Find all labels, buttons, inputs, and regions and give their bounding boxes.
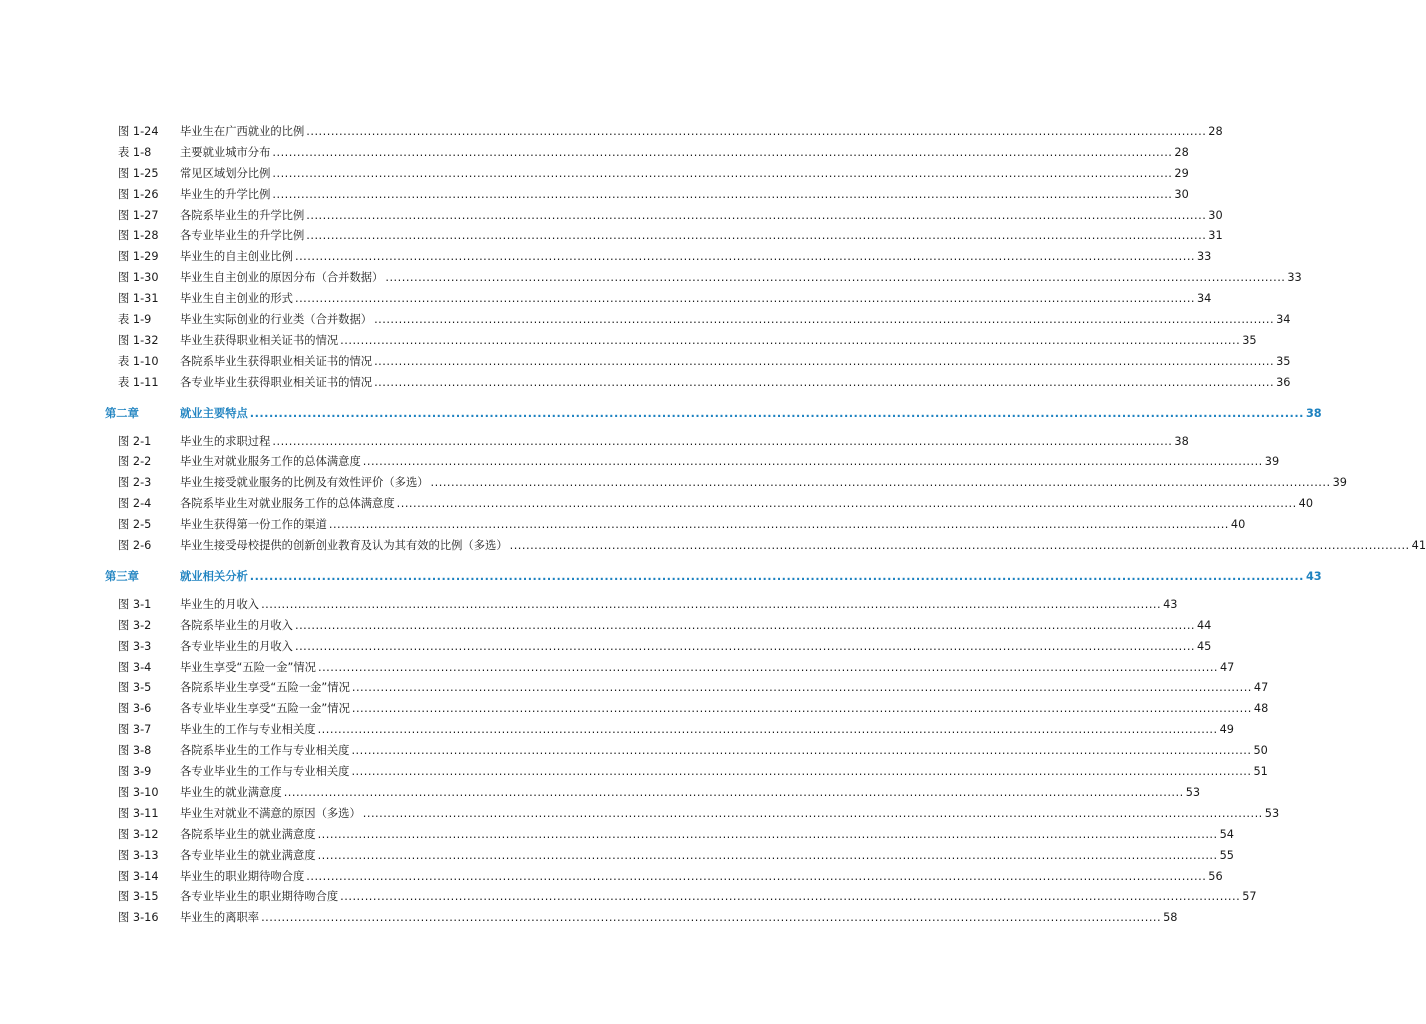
toc-entry-line	[180, 331, 1257, 352]
toc-entry-line	[180, 825, 1234, 846]
toc-entry-title: 毕业生自主创业的形式	[180, 292, 293, 306]
toc-entry-label: 图 3-4	[118, 660, 152, 674]
toc-leader-dots: ............................................................................................................................................................................................................................	[374, 313, 1275, 327]
toc-leader-dots: ............................................................................................................................................................................................................................	[294, 639, 1195, 653]
toc-entry-line	[180, 515, 1246, 536]
toc-entry-title: 毕业生的求职过程	[180, 434, 271, 448]
toc-entry-label: 图 3-6	[118, 702, 152, 716]
toc-page-number: 43	[1163, 597, 1178, 611]
toc-leader-dots: ............................................................................................................................................................................................................................	[351, 765, 1252, 779]
toc-page-number: 40	[1230, 518, 1246, 532]
toc-entry-line	[180, 720, 1234, 741]
toc-leader-dots: ............................................................................................................................................................................................................................	[306, 125, 1207, 138]
toc-entry-label: 图 3-10	[118, 785, 159, 799]
toc-entry-title: 主要就业城市分布	[180, 145, 271, 159]
toc-chapter-heading[interactable]	[0, 565, 1322, 589]
toc-entry[interactable]	[0, 699, 1269, 720]
toc-entry-label: 图 3-1	[118, 597, 152, 611]
toc-entry-line	[180, 268, 1302, 289]
toc-leader-dots: ............................................................................................................................................................................................................................	[306, 208, 1207, 222]
toc-entry-label: 图 2-2	[118, 455, 152, 469]
toc-entry-line	[180, 494, 1314, 515]
toc-entry[interactable]	[0, 867, 1223, 888]
toc-leader-dots: ............................................................................................................................................................................................................................	[374, 354, 1275, 368]
toc-entry-label: 图 2-4	[118, 497, 152, 511]
toc-page-number: 35	[1242, 333, 1257, 347]
toc-entry[interactable]	[0, 206, 1223, 227]
toc-entry-title: 毕业生获得第一份工作的渠道	[180, 518, 327, 532]
toc-entry-title: 各院系毕业生的月收入	[180, 618, 293, 632]
toc-entry-label: 图 3-5	[118, 681, 152, 695]
toc-leader-dots: ............................................................................................................................................................................................................................	[306, 229, 1207, 243]
toc-entry-line	[180, 536, 1426, 557]
toc-entry-title: 就业相关分析	[180, 569, 248, 583]
toc-page-number: 55	[1219, 848, 1234, 862]
toc-entry-label: 图 1-26	[118, 187, 159, 201]
toc-entry-line	[180, 741, 1268, 762]
toc-page-number: 44	[1197, 618, 1212, 632]
toc-entry-line	[180, 143, 1189, 164]
toc-entry[interactable]	[0, 185, 1189, 206]
toc-page-number: 36	[1276, 375, 1291, 389]
toc-leader-dots: ............................................................................................................................................................................................................................	[351, 744, 1252, 758]
toc-entry-line	[180, 432, 1189, 453]
toc-page-number: 30	[1208, 208, 1223, 222]
toc-entry-line	[180, 846, 1234, 867]
toc-entry[interactable]	[0, 825, 1234, 846]
toc-entry-line	[180, 616, 1212, 637]
toc-page-number: 45	[1197, 639, 1212, 653]
toc-entry[interactable]	[0, 536, 1426, 557]
toc-entry[interactable]	[0, 452, 1280, 473]
toc-entry-line	[180, 247, 1212, 268]
toc-entry-label: 图 3-16	[118, 911, 159, 925]
toc-page-number: 39	[1264, 455, 1280, 469]
toc-entry-line	[180, 804, 1280, 825]
toc-page-number: 35	[1276, 354, 1291, 368]
toc-page-number: 58	[1163, 911, 1178, 925]
toc-leader-dots: ............................................................................................................................................................................................................................	[317, 827, 1218, 841]
toc-entry-title: 各专业毕业生的升学比例	[180, 229, 305, 243]
toc-entry-label: 图 3-15	[118, 890, 159, 904]
toc-leader-dots: ............................................................................................................................................................................................................................	[249, 569, 1304, 583]
toc-entry-label: 图 3-2	[118, 618, 152, 632]
toc-entry-title: 各院系毕业生享受“五险一金”情况	[180, 681, 350, 695]
toc-entry-line	[180, 867, 1223, 888]
toc-entry-line	[180, 699, 1269, 720]
toc-entry[interactable]	[0, 887, 1257, 908]
toc-page-number: 54	[1219, 827, 1234, 841]
toc-entry[interactable]	[0, 658, 1235, 679]
toc-entry-label: 图 1-24	[118, 125, 159, 138]
toc-leader-dots: ............................................................................................................................................................................................................................	[430, 476, 1331, 490]
toc-entry-line	[180, 122, 1223, 143]
toc-entry[interactable]	[0, 678, 1269, 699]
toc-entry-line	[180, 762, 1268, 783]
toc-entry-title: 毕业生在广西就业的比例	[180, 125, 305, 138]
toc-page-number: 31	[1208, 229, 1223, 243]
toc-entry-label: 图 2-1	[118, 434, 152, 448]
toc-page-number: 38	[1305, 406, 1322, 420]
toc-entry-title: 各专业毕业生的月收入	[180, 639, 293, 653]
toc-page-number: 28	[1174, 145, 1189, 159]
toc-entry-line	[180, 310, 1291, 331]
toc-page-number: 34	[1197, 292, 1212, 306]
toc-entry-line	[180, 595, 1178, 616]
toc-leader-dots: ............................................................................................................................................................................................................................	[261, 597, 1162, 611]
toc-entry-title: 毕业生的自主创业比例	[180, 250, 293, 264]
toc-entry-title: 各院系毕业生的工作与专业相关度	[180, 744, 350, 758]
toc-leader-dots: ............................................................................................................................................................................................................................	[351, 681, 1252, 695]
toc-page-number: 28	[1208, 125, 1223, 138]
toc-entry-label: 图 2-5	[118, 518, 152, 532]
toc-leader-dots: ............................................................................................................................................................................................................................	[396, 497, 1297, 511]
toc-entry-line	[180, 678, 1269, 699]
toc-entry-label: 图 2-3	[118, 476, 152, 490]
toc-entry-label: 表 1-9	[118, 313, 152, 327]
toc-entry[interactable]	[0, 616, 1212, 637]
toc-leader-dots: ............................................................................................................................................................................................................................	[294, 250, 1195, 264]
toc-entry-label: 表 1-10	[118, 354, 159, 368]
toc-leader-dots: ............................................................................................................................................................................................................................	[509, 539, 1410, 553]
toc-entry-label: 图 3-14	[118, 869, 159, 883]
toc-entry-title: 各院系毕业生的升学比例	[180, 208, 305, 222]
toc-entry[interactable]	[0, 762, 1268, 783]
toc-page-number: 38	[1174, 434, 1189, 448]
toc-entry-label: 图 3-12	[118, 827, 159, 841]
toc-entry-title: 各专业毕业生的就业满意度	[180, 848, 316, 862]
toc-entry-label: 图 3-9	[118, 765, 152, 779]
toc-chapter-heading[interactable]	[0, 402, 1322, 426]
toc-entry[interactable]	[0, 804, 1280, 825]
toc-leader-dots: ............................................................................................................................................................................................................................	[328, 518, 1229, 532]
toc-entry[interactable]	[0, 247, 1212, 268]
toc-leader-dots: ............................................................................................................................................................................................................................	[340, 333, 1241, 347]
toc-entry-title: 各专业毕业生获得职业相关证书的情况	[180, 375, 373, 389]
toc-page-number: 47	[1220, 660, 1235, 674]
toc-entry-title: 就业主要特点	[180, 406, 248, 420]
toc-page-number: 34	[1276, 313, 1291, 327]
toc-entry-title: 毕业生获得职业相关证书的情况	[180, 333, 339, 347]
toc-leader-dots: ............................................................................................................................................................................................................................	[340, 890, 1241, 904]
toc-entry[interactable]	[0, 289, 1212, 310]
toc-entry[interactable]	[0, 143, 1189, 164]
toc-page-number: 50	[1253, 744, 1268, 758]
toc-entry-line	[180, 164, 1189, 185]
toc-entry[interactable]	[0, 473, 1347, 494]
toc-entry-label: 图 3-8	[118, 744, 152, 758]
toc-entry[interactable]	[0, 331, 1257, 352]
toc-page-number: 53	[1185, 785, 1201, 799]
toc-entry[interactable]	[0, 720, 1234, 741]
toc-entry[interactable]	[0, 515, 1246, 536]
toc-entry[interactable]	[0, 908, 1178, 929]
toc-entry[interactable]	[0, 846, 1234, 867]
toc-leader-dots: ............................................................................................................................................................................................................................	[294, 618, 1195, 632]
toc-entry[interactable]	[0, 432, 1189, 453]
toc-entry-line	[180, 887, 1257, 908]
toc-entry-label: 图 1-29	[118, 250, 159, 264]
toc-entry-line	[180, 473, 1347, 494]
toc-entry-title: 毕业生的职业期待吻合度	[180, 869, 305, 883]
toc-entry[interactable]	[0, 494, 1314, 515]
toc-leader-dots: ............................................................................................................................................................................................................................	[272, 166, 1173, 180]
toc-entry[interactable]	[0, 268, 1302, 289]
toc-entry[interactable]	[0, 637, 1212, 658]
toc-entry-title: 毕业生的升学比例	[180, 187, 271, 201]
toc-entry-label: 图 1-32	[118, 333, 159, 347]
toc-entry[interactable]	[0, 226, 1223, 247]
toc-entry-title: 毕业生接受母校提供的创新创业教育及认为其有效的比例（多选）	[180, 539, 508, 553]
toc-page-number: 41	[1411, 539, 1426, 553]
toc-entry[interactable]	[0, 741, 1268, 762]
toc-entry-title: 各院系毕业生获得职业相关证书的情况	[180, 354, 373, 368]
toc-page-number: 56	[1208, 869, 1223, 883]
toc-entry[interactable]	[0, 310, 1291, 331]
toc-entry-title: 毕业生享受“五险一金”情况	[180, 660, 316, 674]
toc-entry-line	[180, 352, 1291, 373]
toc-page-number: 43	[1305, 569, 1322, 583]
toc-entry-label: 图 1-31	[118, 292, 159, 306]
toc-entry-label: 第二章	[105, 406, 139, 420]
toc-entry-line	[180, 206, 1223, 227]
toc-entry-title: 毕业生对就业服务工作的总体满意度	[180, 455, 361, 469]
toc-leader-dots: ............................................................................................................................................................................................................................	[272, 434, 1173, 448]
toc-entry-title: 毕业生的就业满意度	[180, 785, 282, 799]
toc-entry-title: 各院系毕业生对就业服务工作的总体满意度	[180, 497, 395, 511]
toc-page-number: 47	[1253, 681, 1269, 695]
toc-page-number: 29	[1174, 166, 1189, 180]
toc-leader-dots: ............................................................................................................................................................................................................................	[317, 723, 1218, 737]
toc-entry-title: 各专业毕业生的工作与专业相关度	[180, 765, 350, 779]
toc-entry-label: 图 1-28	[118, 229, 159, 243]
toc-entry-line	[180, 908, 1178, 929]
toc-entry[interactable]	[0, 352, 1291, 373]
toc-entry-line	[180, 373, 1291, 394]
toc-entry-label: 表 1-11	[118, 375, 159, 389]
toc-entry-label: 表 1-8	[118, 145, 152, 159]
toc-entry-title: 各专业毕业生享受“五险一金”情况	[180, 702, 350, 716]
toc-leader-dots: ............................................................................................................................................................................................................................	[317, 660, 1218, 674]
toc-page-number: 53	[1264, 806, 1280, 820]
toc-entry-line	[180, 226, 1223, 247]
toc-entry-label: 图 3-11	[118, 806, 159, 820]
toc-entry[interactable]	[0, 122, 1223, 143]
toc-entry-label: 图 1-25	[118, 166, 159, 180]
toc-entry-line	[180, 452, 1280, 473]
toc-page-number: 39	[1332, 476, 1347, 490]
toc-leader-dots: ............................................................................................................................................................................................................................	[249, 406, 1304, 420]
toc-entry-title: 各专业毕业生的职业期待吻合度	[180, 890, 339, 904]
toc-entry-title: 毕业生的月收入	[180, 597, 260, 611]
toc-page-number: 33	[1197, 250, 1212, 264]
toc-entry-label: 图 2-6	[118, 539, 152, 553]
toc-page-number: 51	[1253, 765, 1268, 779]
toc-entry-line	[180, 565, 1322, 589]
toc-leader-dots: ............................................................................................................................................................................................................................	[306, 869, 1207, 883]
toc-entry[interactable]	[0, 595, 1178, 616]
toc-page-number: 57	[1242, 890, 1257, 904]
toc-entry-title: 毕业生自主创业的原因分布（合并数据）	[180, 271, 384, 285]
toc-leader-dots: ............................................................................................................................................................................................................................	[283, 785, 1184, 799]
toc-leader-dots: ............................................................................................................................................................................................................................	[261, 911, 1162, 925]
toc-entry-label: 第三章	[105, 569, 139, 583]
toc-leader-dots: ............................................................................................................................................................................................................................	[351, 702, 1252, 716]
toc-page-number: 33	[1287, 271, 1302, 285]
toc-entry-title: 毕业生对就业不满意的原因（多选）	[180, 806, 361, 820]
toc-leader-dots: ............................................................................................................................................................................................................................	[317, 848, 1218, 862]
table-of-contents	[0, 122, 1426, 929]
toc-leader-dots: ............................................................................................................................................................................................................................	[385, 271, 1286, 285]
toc-leader-dots: ............................................................................................................................................................................................................................	[294, 292, 1195, 306]
toc-entry-title: 毕业生实际创业的行业类（合并数据）	[180, 313, 373, 327]
toc-entry-label: 图 3-13	[118, 848, 159, 862]
toc-entry-line	[180, 783, 1201, 804]
toc-entry-title: 各院系毕业生的就业满意度	[180, 827, 316, 841]
toc-leader-dots: ............................................................................................................................................................................................................................	[362, 455, 1263, 469]
toc-entry-line	[180, 402, 1322, 426]
toc-entry-line	[180, 658, 1235, 679]
toc-page-number: 30	[1174, 187, 1189, 201]
toc-entry-line	[180, 289, 1212, 310]
toc-entry[interactable]	[0, 783, 1201, 804]
toc-page-number: 49	[1219, 723, 1234, 737]
toc-entry-label: 图 1-27	[118, 208, 159, 222]
toc-entry-label: 图 1-30	[118, 271, 159, 285]
toc-leader-dots: ............................................................................................................................................................................................................................	[272, 187, 1173, 201]
toc-leader-dots: ............................................................................................................................................................................................................................	[374, 375, 1275, 389]
toc-entry-title: 常见区域划分比例	[180, 166, 271, 180]
toc-entry-line	[180, 637, 1212, 658]
toc-leader-dots: ............................................................................................................................................................................................................................	[272, 145, 1173, 159]
toc-leader-dots: ............................................................................................................................................................................................................................	[362, 806, 1263, 820]
toc-entry-title: 毕业生的工作与专业相关度	[180, 723, 316, 737]
toc-page-number: 48	[1253, 702, 1269, 716]
toc-entry-line	[180, 185, 1189, 206]
toc-entry-title: 毕业生的离职率	[180, 911, 260, 925]
toc-page-number: 40	[1298, 497, 1314, 511]
toc-entry[interactable]	[0, 164, 1189, 185]
toc-entry-label: 图 3-3	[118, 639, 152, 653]
toc-entry-title: 毕业生接受就业服务的比例及有效性评价（多选）	[180, 476, 429, 490]
toc-entry-label: 图 3-7	[118, 723, 152, 737]
toc-entry[interactable]	[0, 373, 1291, 394]
